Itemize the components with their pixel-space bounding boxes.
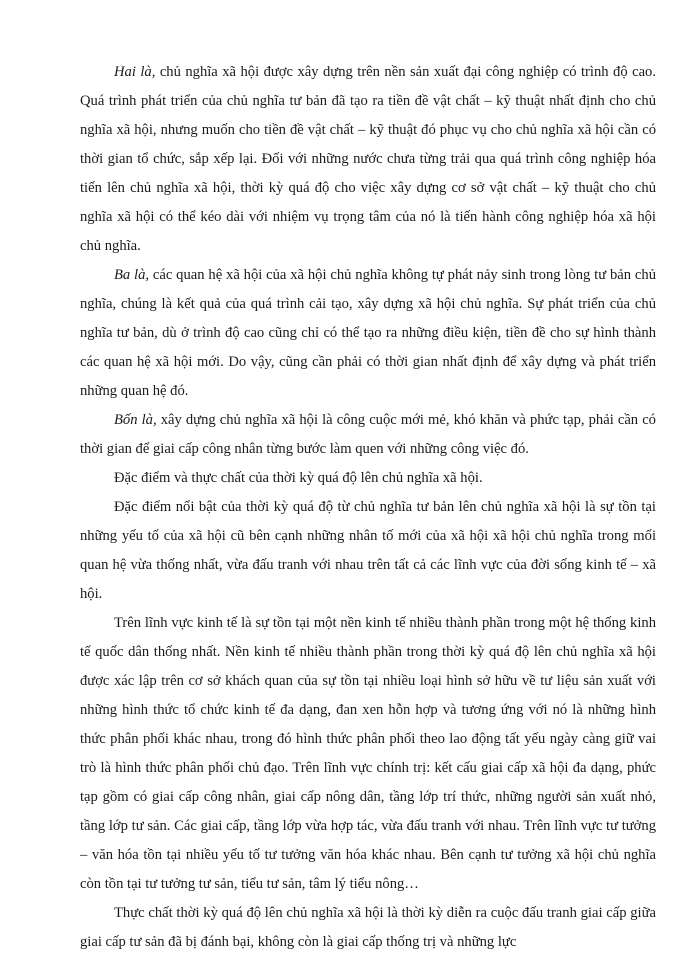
paragraph-text: Trên lĩnh vực kinh tế là sự tồn tại một nền kinh tế nhiều thành phần trong một hệ thống kinh tế quốc dân thống nhất. Nền kinh tế nhiều thành phần trong thời kỳ quá độ lên chủ nghĩa xã hội được xác lập trên cơ sở khách quan của sự tồn tại nhiều loại hình sở hữu về tư liệu sản xuất với những hình thức tổ chức kinh tế đa dạng, đan xen hỗn hợp và tương ứng với nó là những hình thức phân phối khác nhau, trong đó hình thức phân phối theo lao động tất yếu ngày càng giữ vai trò là hình thức phân phối chủ đạo. Trên lĩnh vực chính trị: kết cấu giai cấp xã hội đa dạng, phức tạp gồm có giai cấp công nhân, giai cấp nông dân, tầng lớp trí thức, những người sản xuất nhỏ, tầng lớp tư sản. Các giai cấp, tầng lớp vừa hợp tác, vừa đấu tranh với nhau. Trên lĩnh vực tư tưởng – văn hóa tồn tại nhiều yếu tố tư tưởng văn hóa khác nhau. Bên cạnh tư tưởng xã hội chủ nghĩa còn tồn tại tư tưởng tư sản, tiểu tư sản, tâm lý tiểu nông… — [80, 615, 656, 892]
paragraph-text: Đặc điểm và thực chất của thời kỳ quá độ lên chủ nghĩa xã hội. — [114, 470, 483, 486]
paragraph-bon-la — [80, 406, 656, 464]
paragraph-hai-la — [80, 58, 656, 261]
paragraph-text: xây dựng chủ nghĩa xã hội là công cuộc mới mẻ, khó khăn và phức tạp, phải cần có thời gian để giai cấp công nhân từng bước làm quen với những công việc đó. — [80, 412, 656, 457]
paragraph-text: chủ nghĩa xã hội được xây dựng trên nền sản xuất đại công nghiệp có trình độ cao. Quá trình phát triển của chủ nghĩa tư bản đã tạo ra tiền đề vật chất – kỹ thuật nhất định cho chủ nghĩa xã hội, nhưng muốn cho tiền đề vật chất – kỹ thuật đó phục vụ cho chủ nghĩa xã hội cần có thời gian tổ chức, sắp xếp lại. Đối với những nước chưa từng trải qua quá trình công nghiệp hóa tiến lên chủ nghĩa xã hội, thời kỳ quá độ cho việc xây dựng cơ sở vật chất – kỹ thuật cho chủ nghĩa xã hội có thể kéo dài với nhiệm vụ trọng tâm của nó là tiến hành công nghiệp hóa xã hội chủ nghĩa. — [80, 64, 656, 254]
section-heading — [80, 464, 656, 493]
paragraph-kinh-te — [80, 609, 656, 899]
paragraph-lead: Hai là, — [114, 64, 156, 80]
paragraph-ba-la — [80, 261, 656, 406]
paragraph-thuc-chat — [80, 899, 656, 957]
paragraph-text: các quan hệ xã hội của xã hội chủ nghĩa không tự phát nảy sinh trong lòng tư bản chủ nghĩa, chúng là kết quả của quá trình cải tạo, xây dựng xã hội chủ nghĩa. Sự phát triển của chủ nghĩa tư bản, dù ở trình độ cao cũng chỉ có thể tạo ra những điều kiện, tiền đề cho sự hình thành các quan hệ xã hội mới. Do vậy, cũng cần phải có thời gian nhất định để xây dựng và phát triển những quan hệ đó. — [80, 267, 656, 399]
paragraph-text: Đặc điểm nổi bật của thời kỳ quá độ từ chủ nghĩa tư bản lên chủ nghĩa xã hội là sự tồn tại những yếu tố của xã hội cũ bên cạnh những nhân tố mới của xã hội xã hội chủ nghĩa trong mối quan hệ vừa thống nhất, vừa đấu tranh với nhau trên tất cả các lĩnh vực của đời sống kinh tế – xã hội. — [80, 499, 656, 602]
paragraph-lead: Bốn là, — [114, 412, 157, 428]
paragraph-text: Thực chất thời kỳ quá độ lên chủ nghĩa xã hội là thời kỳ diễn ra cuộc đấu tranh giai cấp giữa giai cấp tư sản đã bị đánh bại, không còn là giai cấp thống trị và những lực — [80, 905, 656, 950]
paragraph-dac-diem — [80, 493, 656, 609]
paragraph-lead: Ba là, — [114, 267, 150, 283]
